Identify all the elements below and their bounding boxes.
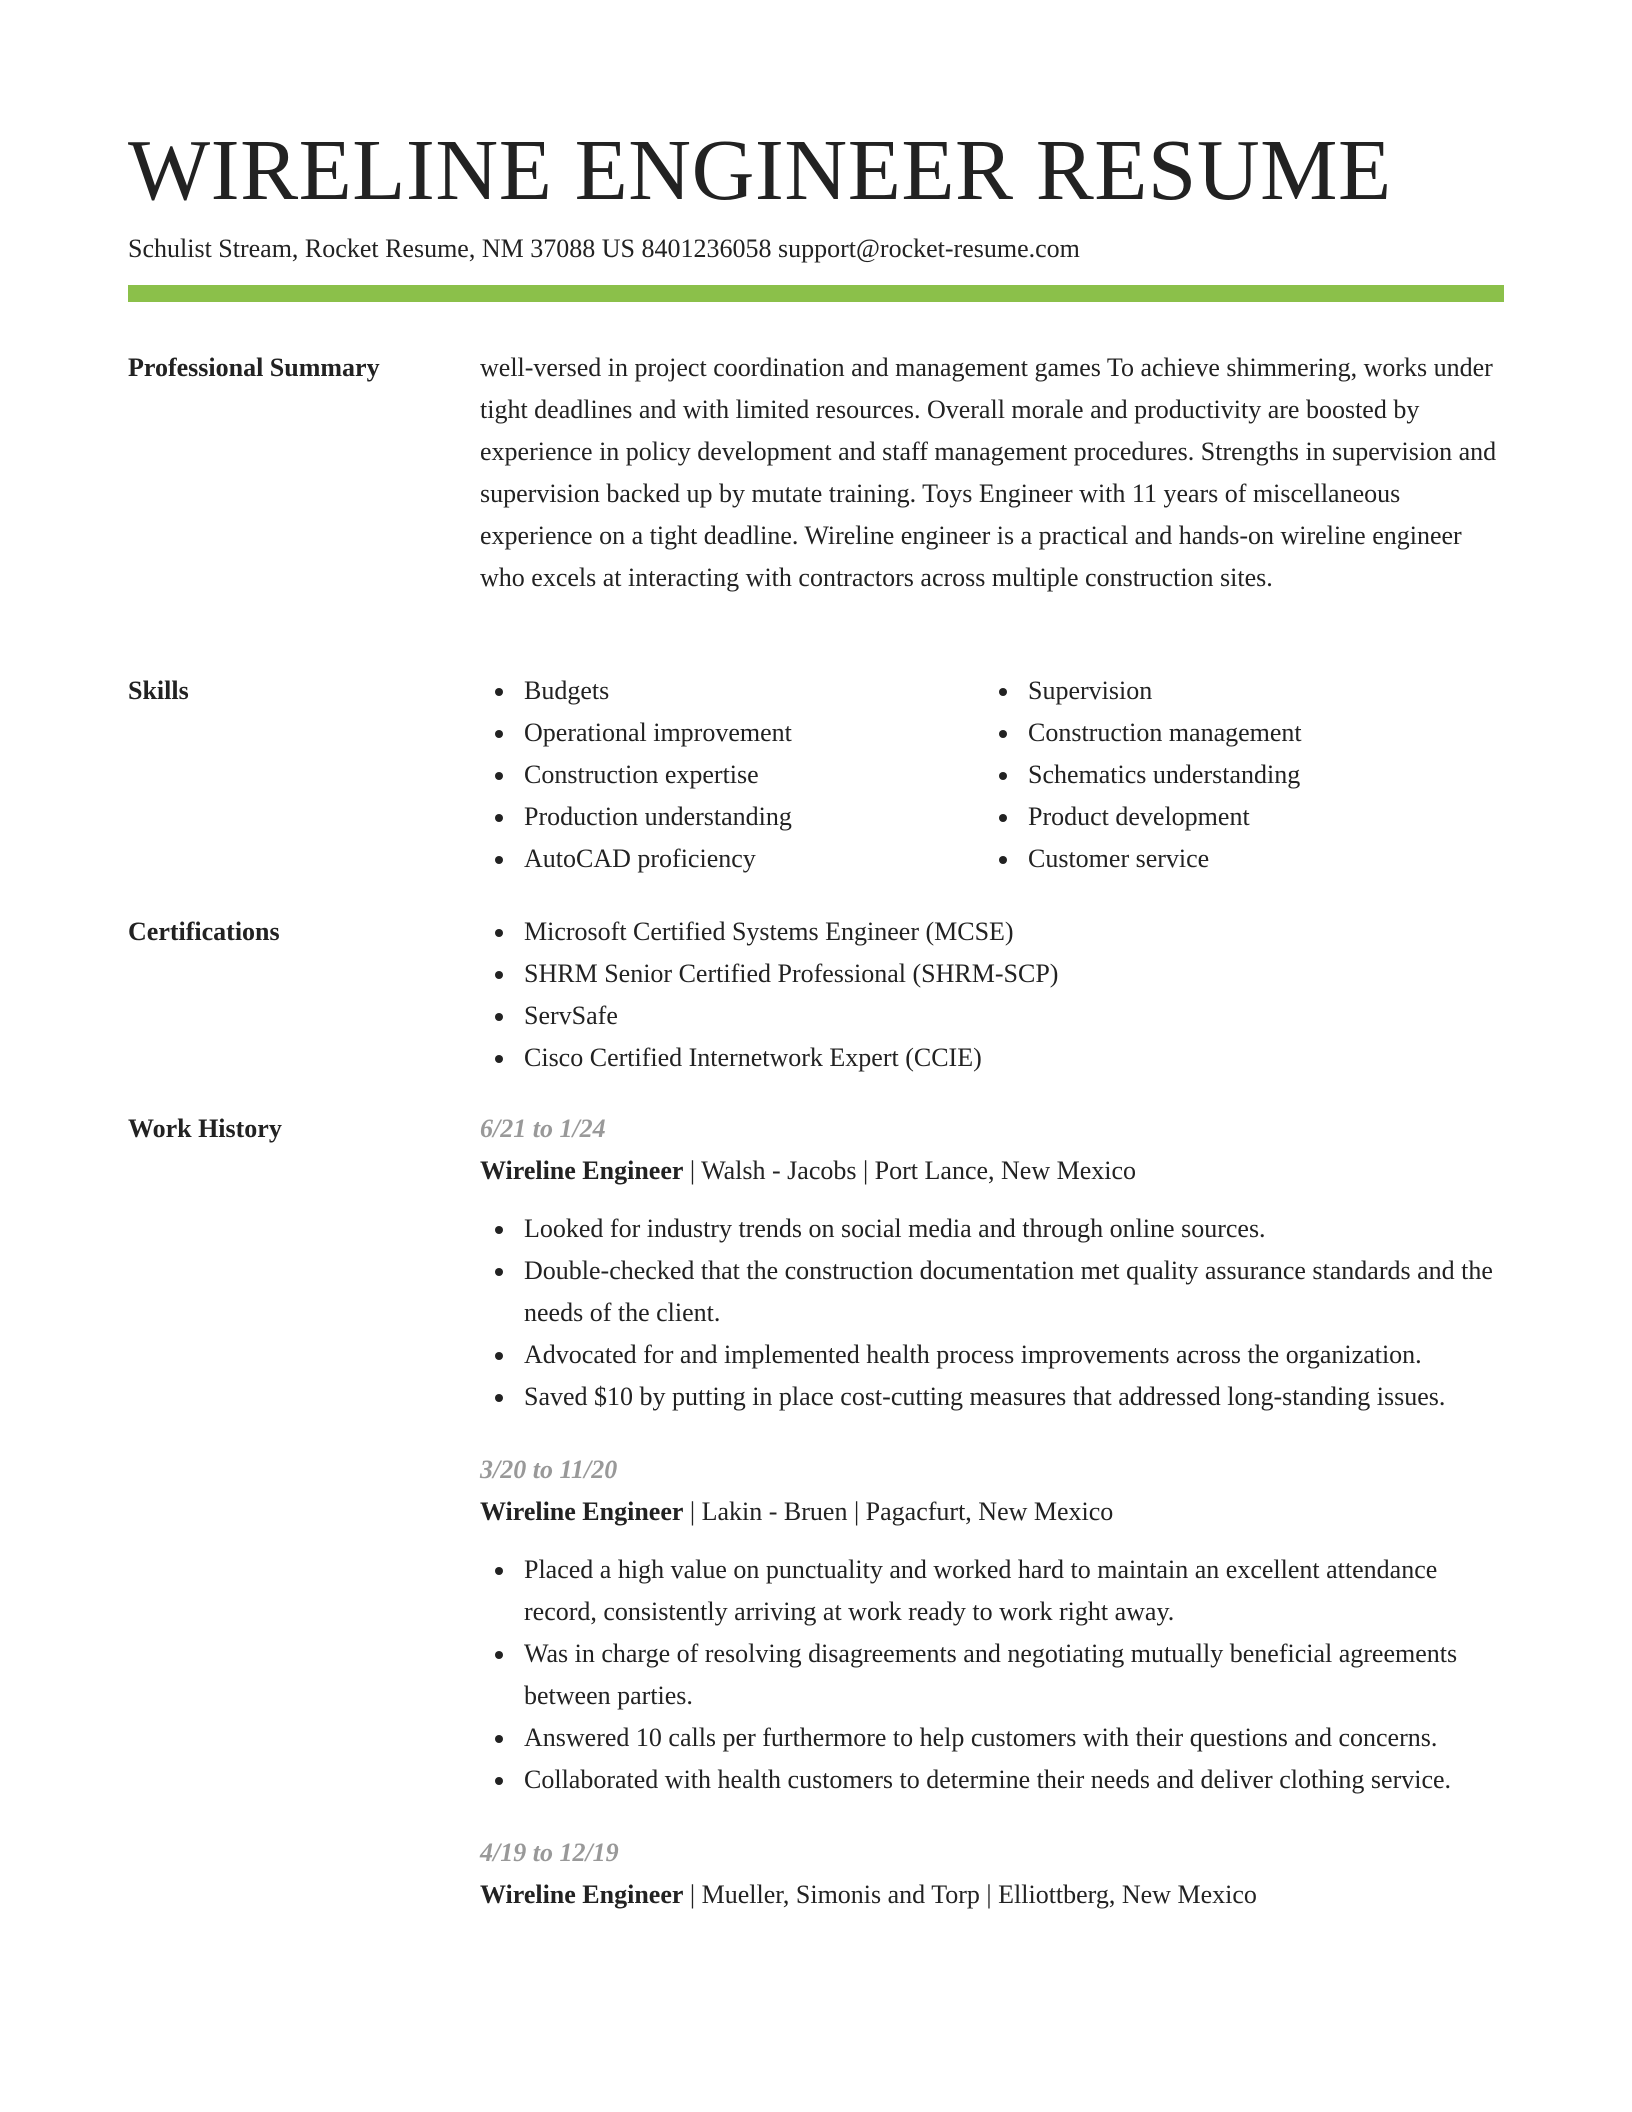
certification-item: Cisco Certified Internetwork Expert (CCIE) [480,1037,1504,1079]
job-bullets [480,1208,1504,1418]
job-heading [480,1150,1504,1192]
work-history-heading: Work History [128,1114,282,1143]
header-divider [128,285,1504,302]
skills-list-right [984,670,1488,880]
job-bullets [480,1549,1504,1801]
job-entry [480,1108,1504,1418]
skill-item: Product development [984,796,1488,838]
job-heading [480,1491,1504,1533]
skills-columns [480,670,1504,880]
skill-item: Customer service [984,838,1488,880]
resume-title: WIRELINE ENGINEER RESUME [128,121,1392,218]
certifications-heading: Certifications [128,917,280,946]
certifications-body [480,911,1504,1079]
job-title: Wireline Engineer [480,1497,684,1526]
job-bullet: Looked for industry trends on social media and through online sources. [480,1208,1504,1250]
certification-item: Microsoft Certified Systems Engineer (MCSE) [480,911,1504,953]
contact-line: Schulist Stream, Rocket Resume, NM 37088 US 8401236058 support@rocket-resume.com [128,234,1080,263]
job-bullet: Placed a high value on punctuality and worked hard to maintain an excellent attendance record, consistently arriving at work ready to work right away. [480,1549,1504,1633]
job-entry [480,1832,1504,1916]
summary-text: well-versed in project coordination and management games To achieve shimmering, works under tight deadlines and with limited resources. Overall morale and productivity are boosted by experience in policy development and staff management procedures. Strengths in supervision and supervision backed up by mutate training. Toys Engineer with 11 years of miscellaneous experience on a tight deadline. Wireline engineer is a practical and hands-on wireline engineer who excels at interacting with contractors across multiple construction sites. [480,353,1497,592]
summary-heading: Professional Summary [128,353,380,382]
job-title: Wireline Engineer [480,1156,684,1185]
skill-item: Supervision [984,670,1488,712]
skill-item: Construction management [984,712,1488,754]
job-heading [480,1874,1504,1916]
skill-item: Construction expertise [480,754,984,796]
job-bullet: Was in charge of resolving disagreements and negotiating mutually beneficial agreements between parties. [480,1633,1504,1717]
job-date: 6/21 to 1/24 [480,1114,606,1143]
skill-item: Budgets [480,670,984,712]
job-details: | Lakin - Bruen | Pagacfurt, New Mexico [683,1497,1114,1526]
summary-body [480,347,1504,599]
certifications-list [480,911,1504,1079]
job-title: Wireline Engineer [480,1880,684,1909]
job-details: | Mueller, Simonis and Torp | Elliottberg, New Mexico [683,1880,1257,1909]
job-details: | Walsh - Jacobs | Port Lance, New Mexico [683,1156,1137,1185]
skill-item: Operational improvement [480,712,984,754]
skill-item: Schematics understanding [984,754,1488,796]
job-date: 4/19 to 12/19 [480,1838,619,1867]
job-bullet: Answered 10 calls per furthermore to help customers with their questions and concerns. [480,1717,1504,1759]
work-history-body [480,1108,1504,1916]
certification-item: ServSafe [480,995,1504,1037]
job-bullet: Double-checked that the construction documentation met quality assurance standards and the needs of the client. [480,1250,1504,1334]
job-entry [480,1449,1504,1801]
job-bullet: Collaborated with health customers to determine their needs and deliver clothing service. [480,1759,1504,1801]
skill-item: Production understanding [480,796,984,838]
job-bullet: Saved $10 by putting in place cost-cutting measures that addressed long-standing issues. [480,1376,1504,1418]
skills-list-left [480,670,984,880]
skills-body [480,670,1504,880]
skill-item: AutoCAD proficiency [480,838,984,880]
certification-item: SHRM Senior Certified Professional (SHRM-SCP) [480,953,1504,995]
skills-heading: Skills [128,676,189,705]
job-bullet: Advocated for and implemented health process improvements across the organization. [480,1334,1504,1376]
job-date: 3/20 to 11/20 [480,1455,618,1484]
